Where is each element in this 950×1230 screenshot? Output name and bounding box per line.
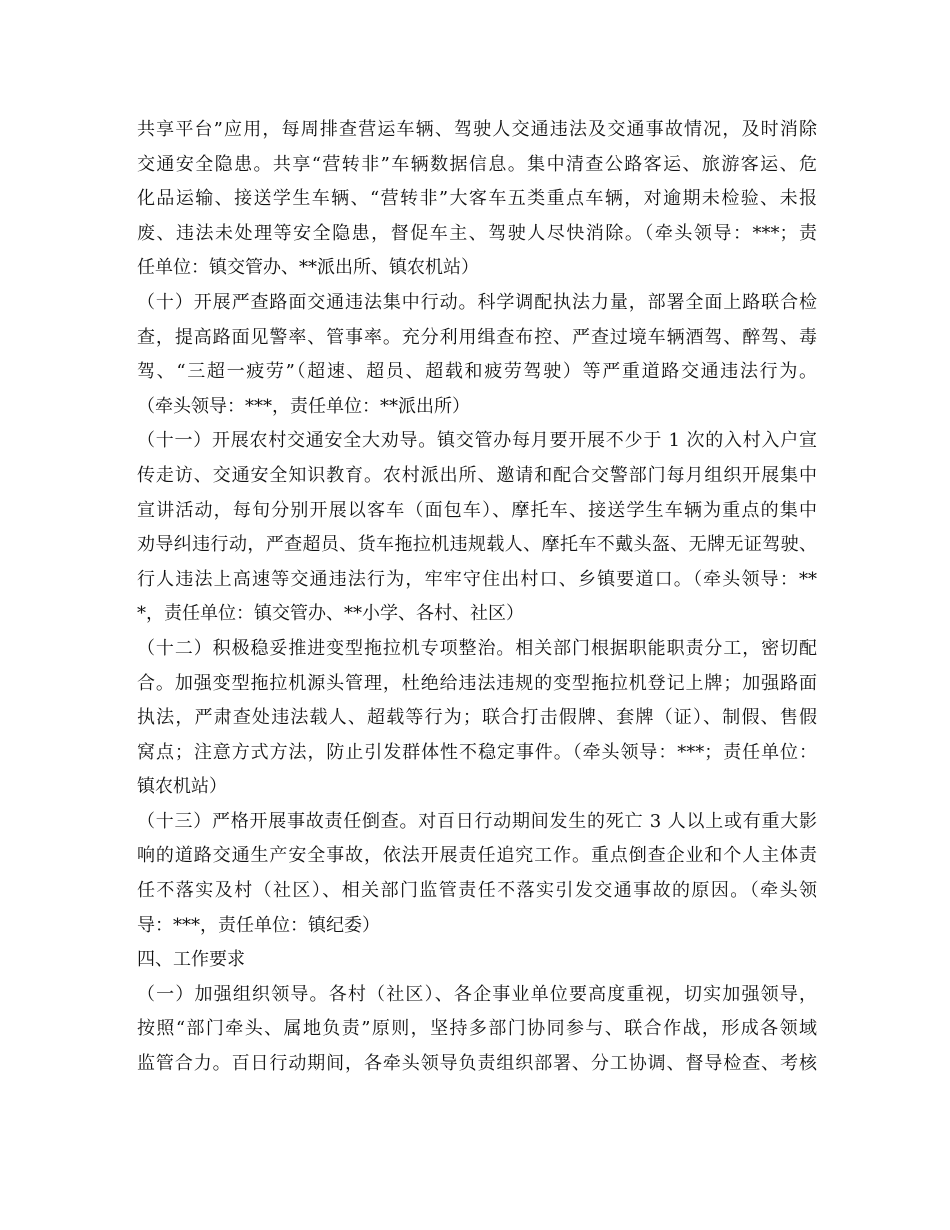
text-line: （十二）积极稳妥推进变型拖拉机专项整治。相关部门根据职能职责分工，密切配	[137, 637, 817, 659]
section-heading: 四、工作要求	[137, 949, 245, 971]
text-line: 传走访、交通安全知识教育。农村派出所、邀请和配合交警部门每月组织开展集中	[137, 464, 817, 486]
text-line: 窝点；注意方式方法，防止引发群体性不稳定事件。（牵头领导：***；责任单位：	[137, 741, 817, 763]
text-line: （十）开展严查路面交通违法集中行动。科学调配执法力量，部署全面上路联合检	[137, 291, 817, 313]
text-line: 交通安全隐患。共享“营转非”车辆数据信息。集中清查公路客运、旅游客运、危	[137, 153, 817, 175]
text-line: 导：***，责任单位：镇纪委）	[137, 914, 380, 936]
text-line: *，责任单位：镇交管办、**小学、各村、社区）	[137, 603, 524, 625]
text-line: （十一）开展农村交通安全大劝导。镇交管办每月要开展不少于 1 次的入村入户宣	[137, 430, 817, 452]
text-line: 化品运输、接送学生车辆、“营转非”大客车五类重点车辆，对逾期未检验、未报	[137, 188, 817, 210]
text-line: 响的道路交通生产安全事故，依法开展责任追究工作。重点倒查企业和个人主体责	[137, 845, 817, 867]
text-line: 共享平台”应用，每周排查营运车辆、驾驶人交通违法及交通事故情况，及时消除	[137, 119, 817, 140]
text-line: 驾、“三超一疲劳”（超速、超员、超载和疲劳驾驶）等严重道路交通违法行为。	[137, 361, 817, 383]
text-line: 查，提高路面见警率、管事率。充分利用缉查布控、严查过境车辆酒驾、醉驾、毒	[137, 326, 817, 348]
text-line: 行人违法上高速等交通违法行为，牢牢守住出村口、乡镇要道口。（牵头领导：**	[137, 568, 817, 590]
text-line: 任不落实及村（社区）、相关部门监管责任不落实引发交通事故的原因。（牵头领	[137, 880, 817, 902]
text-line: 镇农机站）	[137, 776, 227, 798]
text-line: 按照“部门牵头、属地负责”原则，坚持多部门协同参与、联合作战，形成各领域	[137, 1018, 817, 1040]
document-body	[137, 113, 817, 1082]
text-line: （一）加强组织领导。各村（社区）、各企事业单位要高度重视，切实加强领导，	[137, 983, 817, 1005]
text-line: 任单位：镇交管办、**派出所、镇农机站）	[137, 257, 479, 279]
text-line: 劝导纠违行动，严查超员、货车拖拉机违规载人、摩托车不戴头盔、无牌无证驾驶、	[137, 534, 817, 556]
text-line: 执法，严肃查处违法载人、超载等行为；联合打击假牌、套牌（证）、制假、售假	[137, 707, 817, 729]
text-line: （牵头领导：***，责任单位：**派出所）	[137, 395, 470, 417]
text-line: 废、违法未处理等安全隐患，督促车主、驾驶人尽快消除。（牵头领导：***；责	[137, 222, 817, 244]
text-line: （十三）严格开展事故责任倒查。对百日行动期间发生的死亡 3 人以上或有重大影	[137, 810, 817, 832]
text-line: 合。加强变型拖拉机源头管理，杜绝给违法违规的变型拖拉机登记上牌；加强路面	[137, 672, 817, 694]
text-line: 监管合力。百日行动期间，各牵头领导负责组织部署、分工协调、督导检查、考核	[137, 1053, 817, 1075]
text-line: 宣讲活动，每旬分别开展以客车（面包车）、摩托车、接送学生车辆为重点的集中	[137, 499, 817, 521]
